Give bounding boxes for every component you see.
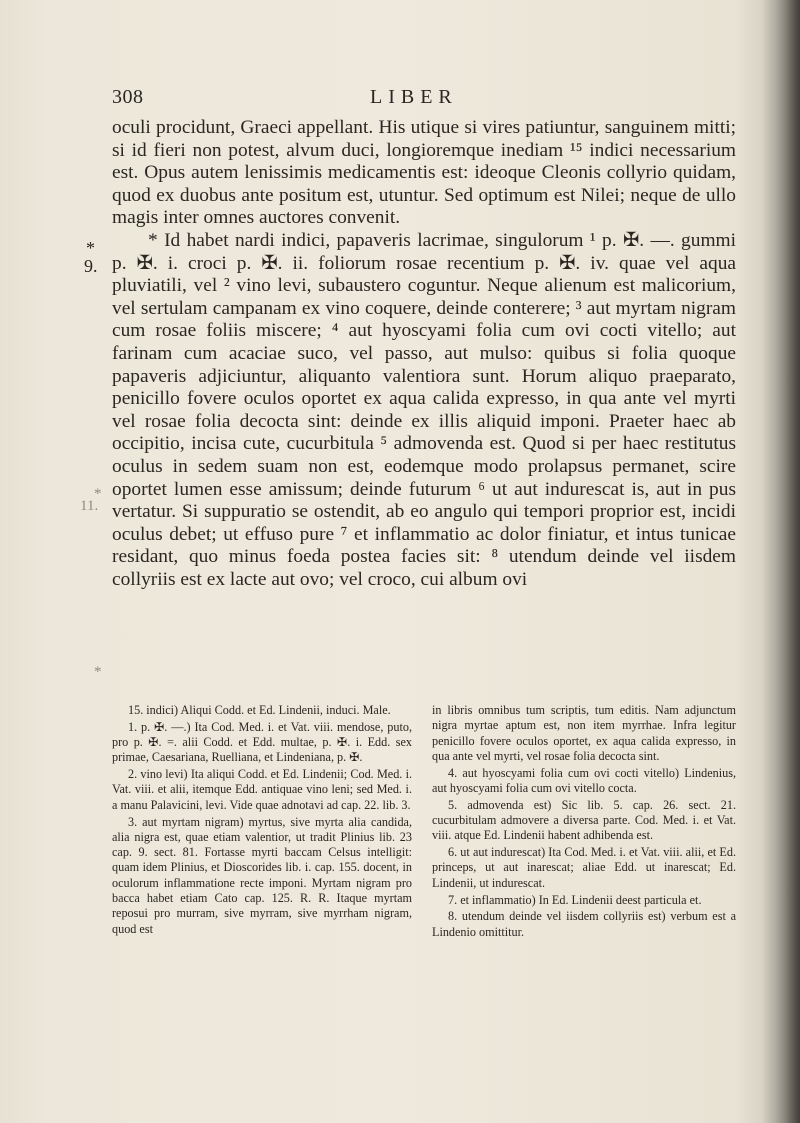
section-marker: 9. [84, 256, 98, 276]
footnotes-left-column [112, 703, 412, 938]
footnote: 6. ut aut indurescat) Ita Cod. Med. i. et Vat. viii. alii, et Ed. princeps, ut aut inarescat; aliae Edd. ut inarescat; Ed. Lindenii, ut indurescat. [432, 845, 736, 890]
footnote: 4. aut hyoscyami folia cum ovi cocti vitello) Lindenius, aut hyoscyami folia cum ovi vitello cocta. [432, 765, 736, 795]
main-text [112, 117, 736, 591]
footnote: 1. p. ✠. —.) Ita Cod. Med. i. et Vat. viii. mendose, puto, pro p. ✠. =. alii Codd. et Edd. multae, p. ✠. i. Edd. sex primae, Caesariana, Ruelliana, et Lindeniana, p. ✠. [112, 719, 412, 765]
running-head: LIBER [370, 86, 458, 108]
page-edge-shadow [762, 0, 800, 1123]
footnote: 2. vino levi) Ita aliqui Codd. et Ed. Lindenii; Cod. Med. i. Vat. viii. et alii, itemque Edd. antiquae vino leni; sed Med. i. a manu Palavicini, levi. Vide quae adnotavi ad cap. 22. lib. 3. [112, 767, 412, 812]
paragraph: oculi procidunt, Graeci appellant. His utique si vires patiuntur, sanguinem mitti; si id fieri non potest, alvum duci, longioremque inediam ¹⁵ indici necessarium est. Opus autem lenissimis medicamentis est: ideoque Cleonis collyrio quidam, quod ex duobus ante positum est, utuntur. Sed optimum est Nilei; neque de ullo magis inter omnes auctores convenit. [112, 117, 736, 229]
footnote: 5. admovenda est) Sic lib. 5. cap. 26. sect. 21. cucurbitulam admovere a diversa parte. Cod. Med. i. et Vat. viii. atque Ed. Lindenii habent adhibenda est. [432, 797, 736, 843]
footnote: 15. indici) Aliqui Codd. et Ed. Lindenii, induci. Male. [128, 703, 391, 717]
margin-mark-eleven: 11. [80, 498, 99, 514]
margin-asterisk: * [94, 486, 102, 502]
footnote: 3. aut myrtam nigram) myrtus, sive myrta alia candida, alia nigra est, quae etiam valentior, ut tradit Plinius lib. 23 cap. 9. sect. 81. Fortasse myrti baccam Celsus intelligit: quam idem Plinius, et Dioscorides lib. i. cap. 155. docent, in oculorum inflammatione recte imponi. Myrtam nigram pro bacca habet etiam Cato cap. 125. R. R. Itaque myrtam reposui pro murram, sive myrram, sive myrrham nigram, quod est [112, 814, 412, 936]
page-number: 308 [112, 86, 144, 108]
footnote: 7. et inflammatio) In Ed. Lindenii deest particula et. [448, 892, 702, 907]
footnote: 8. utendum deinde vel iisdem collyriis est) verbum est a Lindenio omittitur. [432, 909, 736, 939]
footnotes-right-column [432, 703, 736, 941]
footnote: in libris omnibus tum scriptis, tum editis. Nam adjunctum nigra myrtae aptum est, non item myrrhae. Infra legitur penicillo fovere oculos oportet, ex aqua calida expresso, in qua ante vel myrti, vel rosae folia decocta sint. [432, 703, 736, 763]
margin-asterisk: * [94, 664, 102, 680]
paragraph: * Id habet nardi indici, papaveris lacrimae, singulorum ¹ p. ✠. —. gummi p. ✠. i. croci p. ✠. ii. foliorum rosae recentium p. ✠. iv. quae vel aqua pluviatili, vel ² vino levi, subaustero coguntur. Neque alienum est malicorium, vel sertulam campanam ex vino coquere, deinde conterere; ³ aut myrtam nigram cum rosae foliis miscere; ⁴ aut hyoscyami folia cum ovi cocti vitello; aut farinam cum acaciae suco, vel passo, aut mulso: quibus si folia quoque papaveris adjiciuntur, aliquanto valentiora sunt. Horum aliquo praeparato, penicillo fovere oculos oportet ex aqua calida expresso, in qua ante vel myrti vel rosae folia decocta sint: deinde ex illis aliquid imponi. Praeter haec ab occipitio, incisa cute, cucurbitula ⁵ admovenda est. Quod si per haec restitutus oculus in sedem suam non est, eodemque modo prolapsus permanet, scire oportet lumen esse amissum; deinde futurum ⁶ ut aut indurescat is, aut in pus vertatur. Si suppuratio se ostendit, ab eo angulo qui tempori proprior est, incidi oculus debet; ut effuso pure ⁷ et inflammatio ac dolor finiatur, et intus tunicae residant, quo minus foeda postea facies sit: ⁸ utendum deinde vel iisdem collyriis est ex lacte aut ovo; vel croco, cui album ovi [112, 229, 736, 590]
margin-asterisk: * [86, 238, 95, 258]
page-header [112, 86, 736, 110]
